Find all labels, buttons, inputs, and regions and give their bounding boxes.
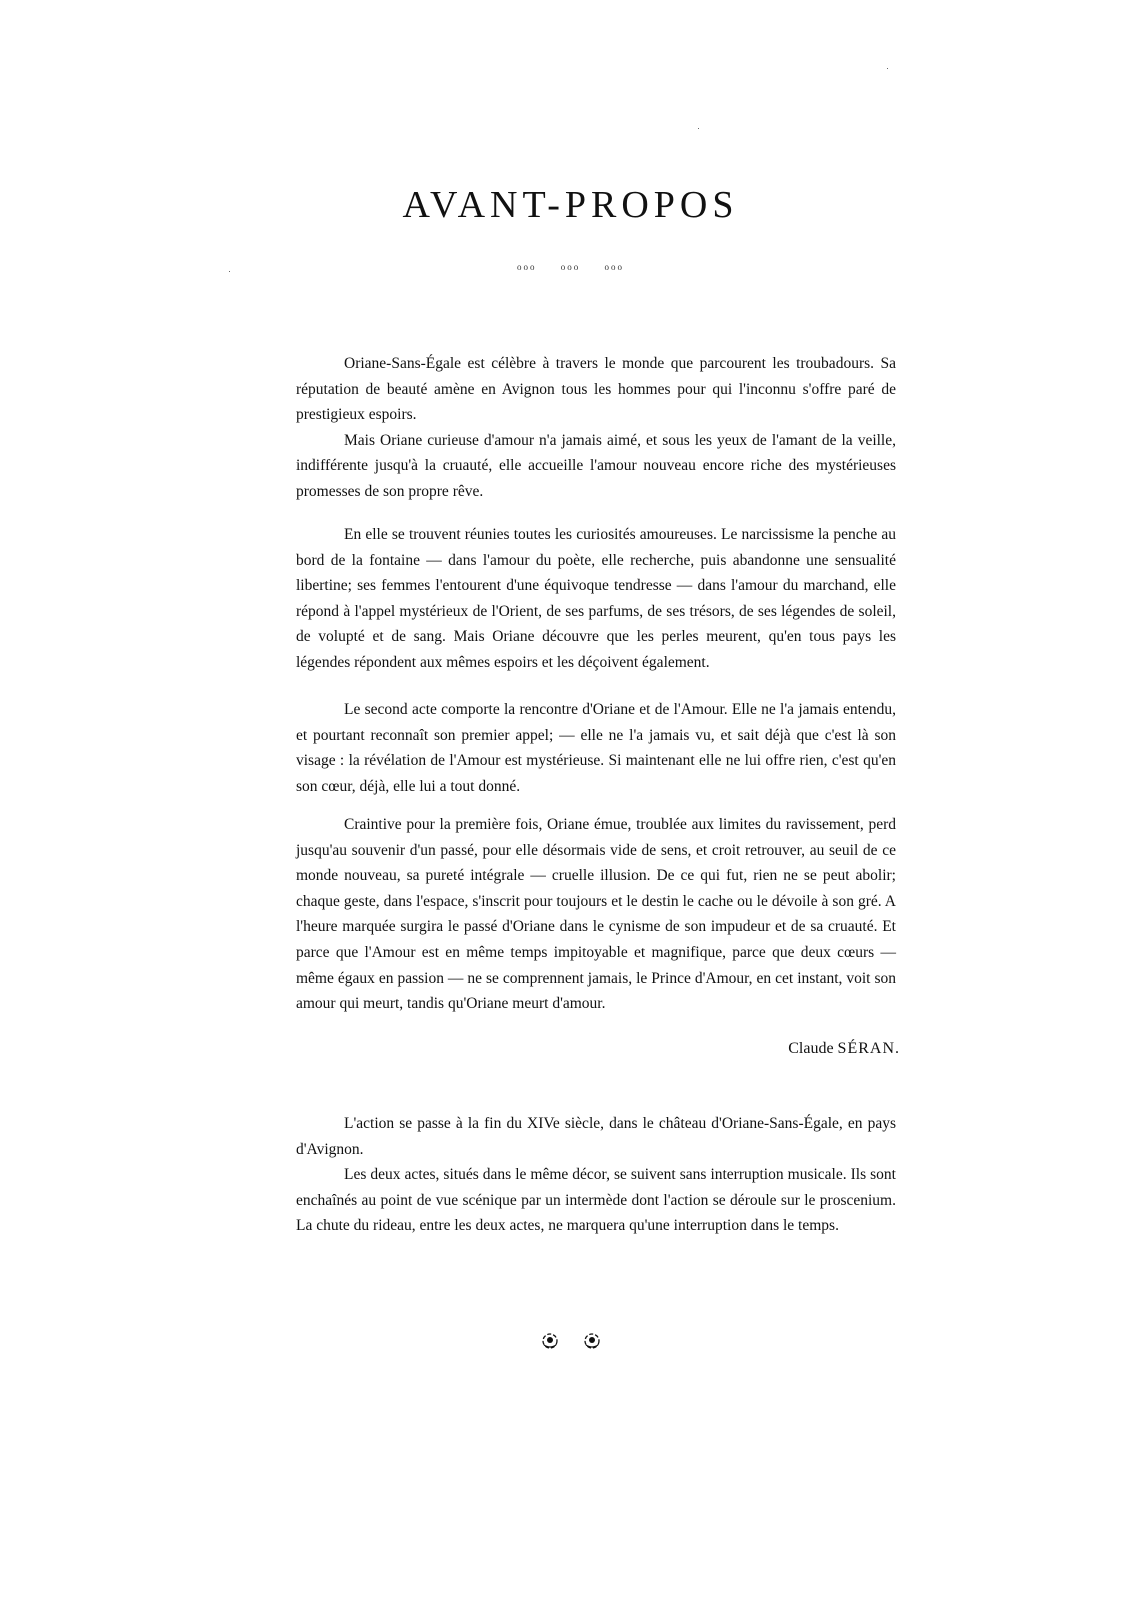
paragraph: Le second acte comporte la rencontre d'Oriane et de l'Amour. Elle ne l'a jamais entendu, et pourtant reconnaît son premier appel; — elle ne l'a jamais vu, et sait déjà que c'est là son visage : la révélation de l'Amour est mystérieuse. Si maintenant elle ne lui offre rien, c'est qu'en son cœur, déjà, elle lui a tout donné. (296, 701, 896, 795)
paragraph: Mais Oriane curieuse d'amour n'a jamais aimé, et sous les yeux de l'amant de la veille, indifférente jusqu'à la cruauté, elle accueille l'amour nouveau encore riche des mystérieuses promesses de son propre rêve. (296, 431, 896, 500)
signature-first-name: Claude (788, 1040, 834, 1057)
paragraph: Les deux actes, situés dans le même décor, se suivent sans interruption musicale. Ils sont enchaînés au point de vue scénique par un intermède dont l'action se déroule sur le proscenium. La chute du rideau, entre les deux actes, ne marquera qu'une interruption dans le temps. (296, 1166, 896, 1235)
scan-speck (887, 68, 888, 69)
paragraph-curiosities (296, 522, 896, 676)
scan-speck (698, 128, 699, 129)
ornament-glyph: ooo (560, 262, 581, 272)
rose-ornament-icon (541, 1332, 559, 1350)
ornament-glyph: ooo (604, 262, 624, 272)
staging-notes (296, 1111, 896, 1239)
ornament-glyph: ooo (517, 262, 537, 272)
paragraph: Oriane-Sans-Égale est célèbre à travers le monde que parcourent les troubadours. Sa réputation de beauté amène en Avignon tous les hommes pour qui l'inconnu s'offre paré de prestigieux espoirs. (296, 355, 896, 424)
paragraph-craintive (296, 812, 896, 1017)
rose-ornament-icon (583, 1332, 601, 1350)
paragraph-second-act (296, 697, 896, 799)
signature-last-name: SÉRAN. (837, 1040, 900, 1057)
paragraph-group-intro (296, 351, 896, 505)
title-ornament (0, 262, 1141, 272)
paragraph: L'action se passe à la fin du XIVe siècle, dans le château d'Oriane-Sans-Égale, en pays d'Avignon. (296, 1115, 896, 1158)
paragraph: Craintive pour la première fois, Oriane émue, troublée aux limites du ravissement, perd jusqu'au souvenir d'un passé, pour elle désormais vide de sens, et croit retrouver, au seuil de ce monde nouveau, sa pureté intégrale — cruelle illusion. De ce qui fut, rien ne se peut abolir; chaque geste, dans l'espace, s'inscrit pour toujours et le destin le cache ou le dévoile à son gré. A l'heure marquée surgira le passé d'Oriane dans le cynisme de son impudeur et de sa cruauté. Et parce que l'Amour est en même temps impitoyable et magnifique, parce que deux cœurs — même égaux en passion — ne se comprennent jamais, le Prince d'Amour, en cet instant, voit son amour qui meurt, tandis qu'Oriane meurt d'amour. (296, 816, 896, 1013)
signature (700, 1040, 900, 1058)
page-title: AVANT-PROPOS (402, 184, 739, 226)
paragraph: En elle se trouvent réunies toutes les curiosités amoureuses. Le narcissisme la penche au bord de la fontaine — dans l'amour du poète, elle recherche, puis abandonne une sensualité libertine; ses femmes l'entourent d'une équivoque tendresse — dans l'amour du marchand, elle répond à l'appel mystérieux de l'Orient, de ses parfums, de ses trésors, de ses légendes de soleil, de volupté et de sang. Mais Oriane découvre que les perles meurent, qu'en tous pays les légendes répondent aux mêmes espoirs et les déçoivent également. (296, 526, 896, 671)
closing-ornament (0, 1332, 1141, 1355)
